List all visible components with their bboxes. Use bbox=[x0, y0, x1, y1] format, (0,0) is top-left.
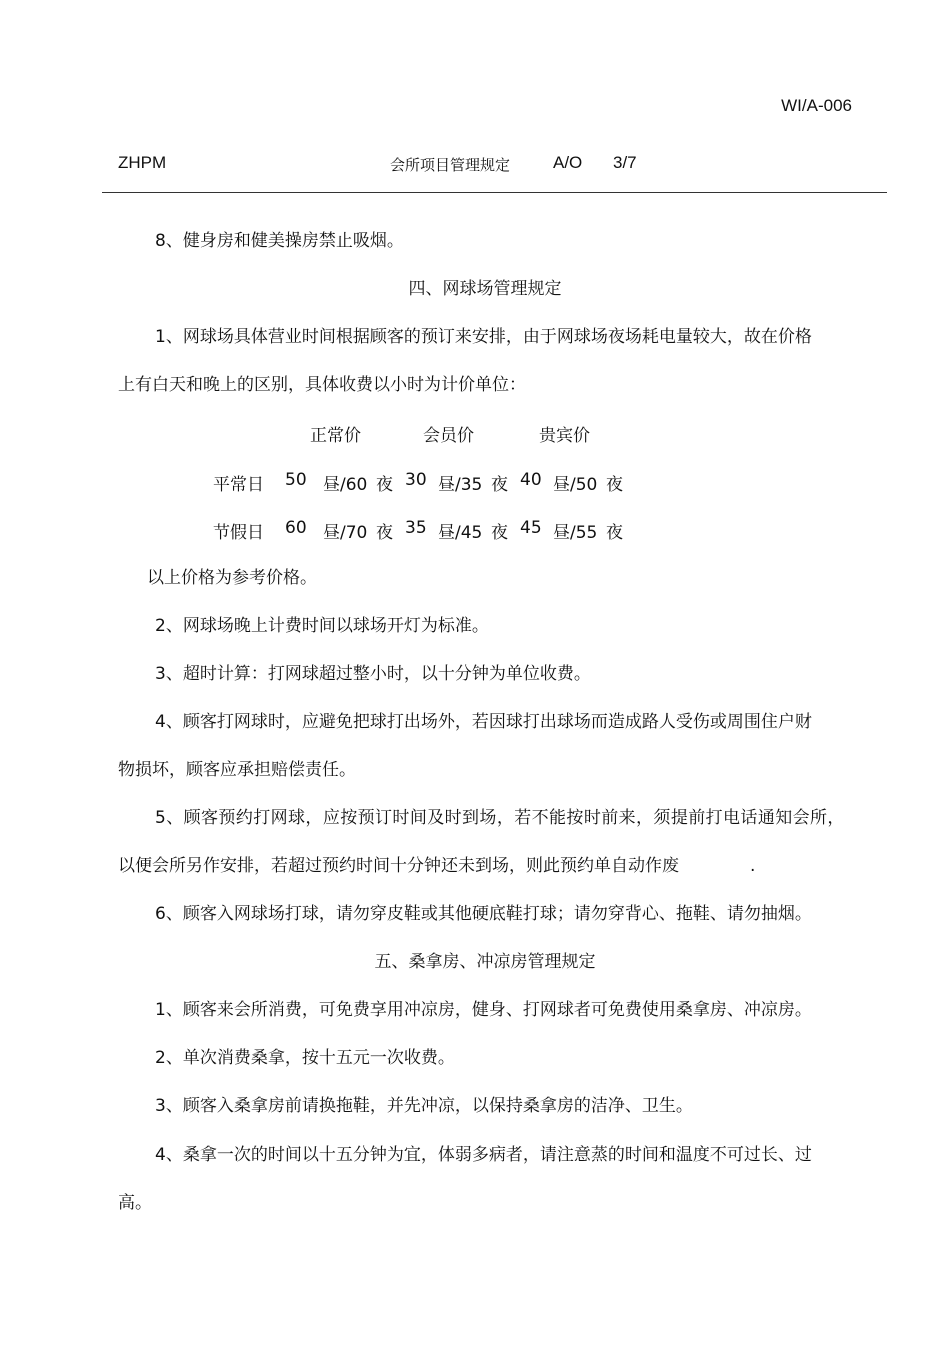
sauna-rule-3: 3、顾客入桑拿房前请换拖鞋，并先冲凉，以保持桑拿房的洁净、卫生。 bbox=[155, 1096, 693, 1116]
price-cell: 昼/45 bbox=[438, 523, 483, 543]
price-cell: 昼/55 bbox=[553, 523, 598, 543]
revision-code: A/O bbox=[553, 153, 583, 172]
price-cell: 50 bbox=[285, 470, 307, 490]
tennis-rule-4-line-2: 物损坏，顾客应承担赔偿责任。 bbox=[118, 760, 356, 780]
document-number: WI/A-006 bbox=[781, 96, 852, 115]
header-regular-price: 正常价 bbox=[310, 426, 361, 446]
header-divider bbox=[102, 192, 887, 193]
price-cell: 夜 bbox=[491, 475, 508, 495]
tennis-rule-1-line-2: 上有白天和晚上的区别，具体收费以小时为计价单位： bbox=[118, 375, 526, 395]
price-note: 以上价格为参考价格。 bbox=[147, 568, 317, 588]
price-cell: 昼/60 bbox=[323, 475, 368, 495]
gym-rule-8: 8、健身房和健美操房禁止吸烟。 bbox=[155, 231, 404, 251]
sauna-rule-4-line-1: 4、桑拿一次的时间以十五分钟为宜，体弱多病者，请注意蒸的时间和温度不可过长、过 bbox=[155, 1145, 812, 1165]
tennis-rule-5-line-1: 5、顾客预约打网球，应按预订时间及时到场，若不能按时前来，须提前打电话通知会所， bbox=[155, 808, 845, 828]
tennis-rule-4-line-1: 4、顾客打网球时，应避免把球打出场外，若因球打出球场而造成路人受伤或周围住户财 bbox=[155, 712, 812, 732]
price-cell: 夜 bbox=[376, 475, 393, 495]
tennis-rule-5-line-2: 以便会所另作安排，若超过预约时间十分钟还未到场，则此预约单自动作废 bbox=[118, 856, 679, 876]
price-cell: 35 bbox=[405, 518, 427, 538]
price-cell: 昼/70 bbox=[323, 523, 368, 543]
tennis-rule-6: 6、顾客入网球场打球，请勿穿皮鞋或其他硬底鞋打球；请勿穿背心、拖鞋、请勿抽烟。 bbox=[155, 904, 812, 924]
price-cell: 45 bbox=[520, 518, 542, 538]
header-member-price: 会员价 bbox=[423, 426, 474, 446]
document-title: 会所项目管理规定 bbox=[390, 156, 511, 174]
sauna-rule-4-line-2: 高。 bbox=[118, 1193, 152, 1213]
price-cell: 昼/50 bbox=[553, 475, 598, 495]
section-4-title: 四、网球场管理规定 bbox=[408, 279, 562, 299]
price-cell: 昼/35 bbox=[438, 475, 483, 495]
tennis-rule-1-line-1: 1、网球场具体营业时间根据顾客的预订来安排，由于网球场夜场耗电量较大，故在价格 bbox=[155, 327, 812, 347]
header-vip-price: 贵宾价 bbox=[539, 426, 590, 446]
tennis-rule-5-period: . bbox=[750, 856, 756, 876]
section-5-title: 五、桑拿房、冲凉房管理规定 bbox=[374, 952, 596, 972]
tennis-rule-3: 3、超时计算：打网球超过整小时，以十分钟为单位收费。 bbox=[155, 664, 591, 684]
price-cell: 60 bbox=[285, 518, 307, 538]
price-cell: 夜 bbox=[606, 523, 623, 543]
row-label: 节假日 bbox=[213, 523, 264, 543]
company-code: ZHPM bbox=[118, 153, 167, 172]
price-cell: 夜 bbox=[491, 523, 508, 543]
price-cell: 40 bbox=[520, 470, 542, 490]
price-cell: 夜 bbox=[606, 475, 623, 495]
price-cell: 夜 bbox=[376, 523, 393, 543]
row-label: 平常日 bbox=[213, 475, 264, 495]
tennis-rule-2: 2、网球场晚上计费时间以球场开灯为标准。 bbox=[155, 616, 489, 636]
sauna-rule-2: 2、单次消费桑拿，按十五元一次收费。 bbox=[155, 1048, 455, 1068]
price-cell: 30 bbox=[405, 470, 427, 490]
sauna-rule-1: 1、顾客来会所消费，可免费享用冲凉房，健身、打网球者可免费使用桑拿房、冲凉房。 bbox=[155, 1000, 812, 1020]
page-number: 3/7 bbox=[613, 153, 637, 172]
